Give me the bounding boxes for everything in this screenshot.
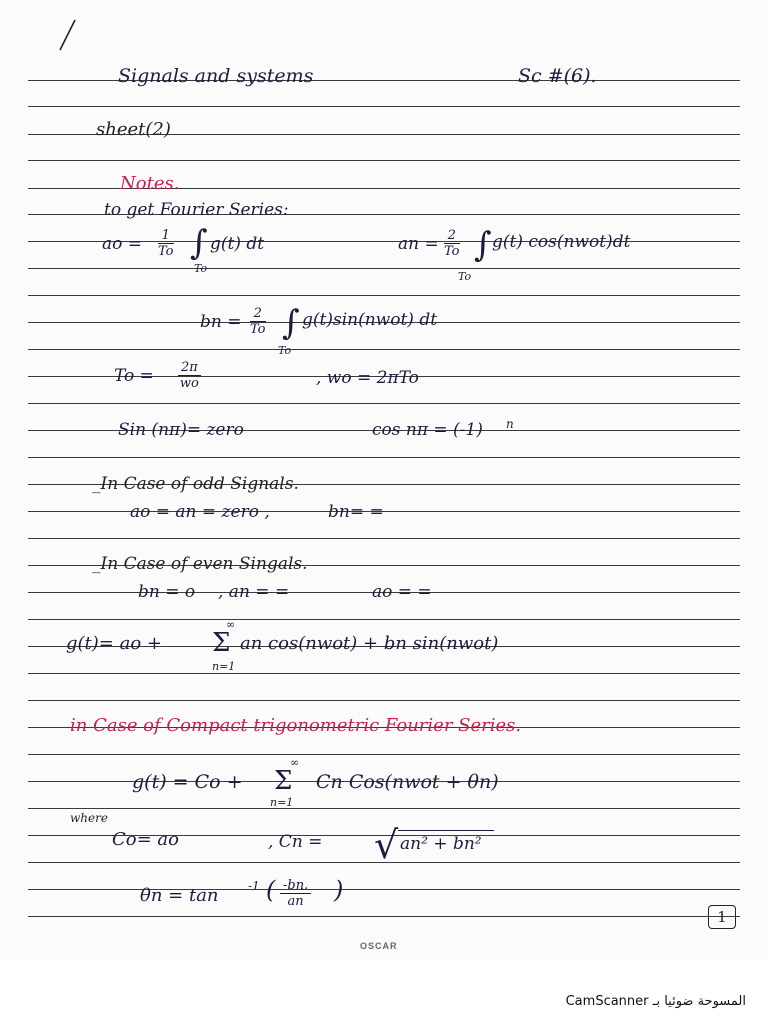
ruled-line: [28, 403, 740, 404]
theta-lhs: θn = tan: [140, 885, 219, 906]
compact-sum-lower: n=1: [270, 796, 294, 809]
integral-sign: ∫: [282, 303, 300, 343]
section-label: Sc #(6).: [518, 65, 597, 87]
compact-rhs: Cn Cos(nwot + θn): [316, 771, 499, 793]
compact-sum-upper: ∞: [290, 756, 300, 769]
an-fraction: [444, 228, 460, 259]
ruled-line: [28, 916, 740, 917]
ruled-line: [28, 889, 740, 890]
series-sum-lower: n=1: [212, 660, 236, 673]
pen-stroke-mark: [56, 18, 78, 54]
ruled-line: [28, 673, 740, 674]
theta-exponent: -1: [248, 879, 260, 893]
ruled-line: [28, 457, 740, 458]
notes-heading: Notes.: [120, 173, 180, 194]
sigma-sign: Σ: [212, 628, 231, 658]
odd-case-heading: _In Case of odd Signals.: [92, 474, 299, 494]
a0-integrand: g(t) dt: [210, 234, 265, 254]
notes-intro: to get Fourier Series:: [104, 200, 289, 220]
a0-lhs: ao =: [102, 234, 143, 254]
t0-numerator: 2π: [178, 360, 201, 376]
even-case-bn: bn = o: [138, 582, 196, 602]
series-rhs: an cos(nwot) + bn sin(nwot): [240, 633, 499, 654]
even-case-a0: ao = =: [372, 582, 432, 602]
c0-equation: Co= ao: [112, 829, 179, 850]
integral-sign: ∫: [190, 223, 208, 263]
a0-limit: To: [194, 262, 208, 275]
series-sum-upper: ∞: [226, 618, 236, 631]
t0-denominator: wo: [179, 376, 199, 391]
an-limit: To: [458, 270, 472, 283]
cos-exponent: n: [506, 417, 514, 431]
series-lhs: g(t)= ao +: [66, 633, 162, 654]
page-title: Signals and systems: [118, 65, 314, 87]
an-lhs: an =: [398, 234, 439, 254]
a0-denominator: To: [158, 244, 174, 259]
ruled-line: [28, 349, 740, 350]
w0-equation: , wo = 2πTo: [316, 368, 419, 388]
scanner-watermark: CamScanner المسوحة ضوئيا بـ: [565, 994, 746, 1009]
where-label: where: [70, 811, 108, 825]
cn-radicand: an² + bn²: [400, 834, 482, 854]
cos-identity: cos nπ = (-1): [372, 420, 483, 440]
theta-fraction: [280, 878, 311, 909]
sigma-sign: Σ: [274, 766, 293, 796]
an-integrand: g(t) cos(nwot)dt: [492, 232, 631, 252]
sqrt-bar: [398, 830, 494, 831]
ruled-line: [28, 808, 740, 809]
bn-lhs: bn =: [200, 312, 242, 332]
t0-lhs: To =: [114, 366, 154, 386]
cn-lhs: , Cn =: [268, 832, 323, 852]
bn-denominator: To: [250, 322, 266, 337]
t0-fraction: [178, 360, 201, 391]
theta-numerator: -bn.: [280, 878, 311, 894]
notebook-brand-logo: OSCAR: [360, 941, 398, 951]
theta-denominator: an: [287, 894, 304, 909]
an-denominator: To: [444, 244, 460, 259]
compact-lhs: g(t) = Co +: [132, 771, 243, 793]
integral-sign: ∫: [474, 225, 492, 265]
ruled-line: [28, 754, 740, 755]
ruled-line: [28, 538, 740, 539]
even-case-heading: _In Case of even Singals.: [92, 554, 308, 574]
paren-open: (: [266, 876, 276, 904]
paren-close: ): [334, 876, 344, 904]
sqrt-sign: √: [374, 823, 399, 867]
an-numerator: 2: [444, 228, 460, 244]
bn-numerator: 2: [250, 306, 266, 322]
bn-fraction: [250, 306, 266, 337]
compact-heading: in Case of Compact trigonometric Fourier Series.: [70, 715, 522, 736]
bn-integrand: g(t)sin(nwot) dt: [302, 310, 438, 330]
ruled-line: [28, 295, 740, 296]
ruled-line: [28, 160, 740, 161]
a0-numerator: 1: [158, 228, 174, 244]
ruled-line: [28, 619, 740, 620]
bn-limit: To: [278, 344, 292, 357]
odd-case-bn: bn= =: [328, 502, 384, 522]
page-number: 1: [708, 905, 736, 929]
sheet-label: sheet(2): [96, 119, 171, 140]
a0-fraction: [158, 228, 174, 259]
sin-identity: Sin (nπ)= zero: [118, 420, 244, 440]
ruled-line: [28, 106, 740, 107]
ruled-line: [28, 700, 740, 701]
ruled-line: [28, 268, 740, 269]
even-case-an: , an = =: [218, 582, 290, 602]
odd-case-relations: ao = an = zero ,: [130, 502, 270, 522]
